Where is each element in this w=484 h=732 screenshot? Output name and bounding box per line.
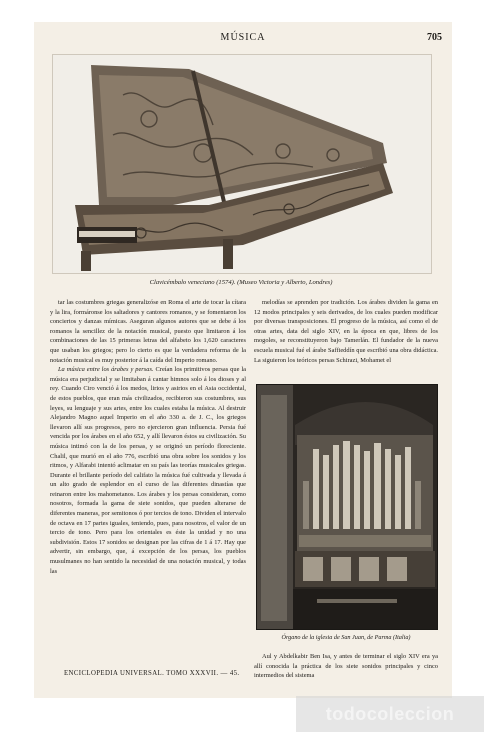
watermark-logo: todocoleccion [296, 696, 484, 732]
paragraph: Creían los primitivos persas que la música era perjudicial y se limitaban á cantar himnos solo á los dioses y al rey. Cuando Ciro venció á los medos, lirios y asirios en el Asia occidental, de estos pueblos, que eran más civilizados, recibieron sus costumbres, sus leyes, su lenguaje y sus artes, entre los cuales estaba la música. Al destruir Alejandro Magno aquel Imperio en el año 330 a. de J. C., los griegos llevaron allí sus progresos, pero no ejercieron gran influencia. Persia fué vencida por los árabes en el año 652, y allí llevaron éstos su civilización. Su música intimó con la de los persas, y se originó un período floreciente. Chalil, que murió en el año 776, escribió una obra sobre los sonidos y los ritmos, y Alfarabi intentó aclimatar en su país las teorías musicales griegas. Durante el brillante período del califato la música fué cultivada y llevada á un alto grado de esplendor en el curso de las diferentes dinastías que reinaron entre los mahometanos. Los árabes y los persas consideran, como nosotros, formada la gama de siete sonidos, que pueden alterarse de diferentes maneras, por semitonos ó por tercios de tono. Dividen el intervalo de octava en 17 partes iguales, teniendo, pues, para nosotros, el valor de un tercio de tono. Pero para los orientales es éste la unidad y no una subdivisión. Estos 17 sonidos se designan por las cifras de 1 á 17. Hay que advertir, sin embargo, que, á excepción de los persas, los pueblos musulmanes no han sentido la necesidad de una notación musical, y todas las [50, 366, 246, 575]
page-title: MÚSICA [220, 32, 266, 43]
text-column-left [50, 298, 246, 666]
page-number: 705 [427, 32, 442, 43]
volume-footer: ENCICLOPEDIA UNIVERSAL. TOMO XXXVII. — 45. [64, 670, 240, 677]
paragraph: Aul y Abdelkabir Ben Isa, y antes de terminar el siglo XIV era ya allí conocida la práctica de los siete sonidos principales y cinco intermedios del sistema [254, 653, 438, 680]
harpsichord-drawing [53, 55, 431, 273]
text-column-right [254, 298, 438, 378]
section-subheading: La música entre los árabes y persas. [58, 366, 154, 374]
harpsichord-illustration [52, 54, 432, 274]
organ-photograph [256, 384, 438, 630]
figure-caption: Órgano de la iglesia de San Juan, de Parma (Italia) [281, 634, 411, 641]
running-header [34, 32, 452, 46]
paragraph: tar las costumbres griegas generalizóse en Roma el arte de tocar la cítara y la lira, formáronse los saltadores y cantores romanos, y se fomentaron los conciertos y danzas mímicas. Aseguran algunos autores que se debe á los romanos la sencillez de la notación musical, puesto que limitaron á los combinaciones de las 15 primeras letras del alfabeto los 1,620 caracteres que usaban los griegos; pero lo cierto es que la verdadera reforma de la notación musical es muy posterior á la caída del Imperio romano. [50, 299, 246, 364]
text-column-right-continued [254, 652, 438, 682]
organ-drawing [257, 385, 437, 629]
figure-caption: Clavicémbalo veneciano (1574). (Museo Victoria y Alberto, Londres) [149, 279, 333, 286]
book-page [34, 22, 452, 698]
paragraph: melodías se aprenden por tradición. Los árabes dividen la gama en 12 modos principales y seis derivados, de los cuales pueden modificar por diversas transposiciones. El progreso de la música, así como el de otras artes, data del siglo XIV, en la época en que, libres de los mogoles, se reconstituyeron bajo Tamerlán. El fundador de la nueva escuela musical fué el árabe Saffieddín que escribió una obra didáctica. La siguieron los teóricos persas Schirazi, Mohamet el [254, 299, 438, 364]
